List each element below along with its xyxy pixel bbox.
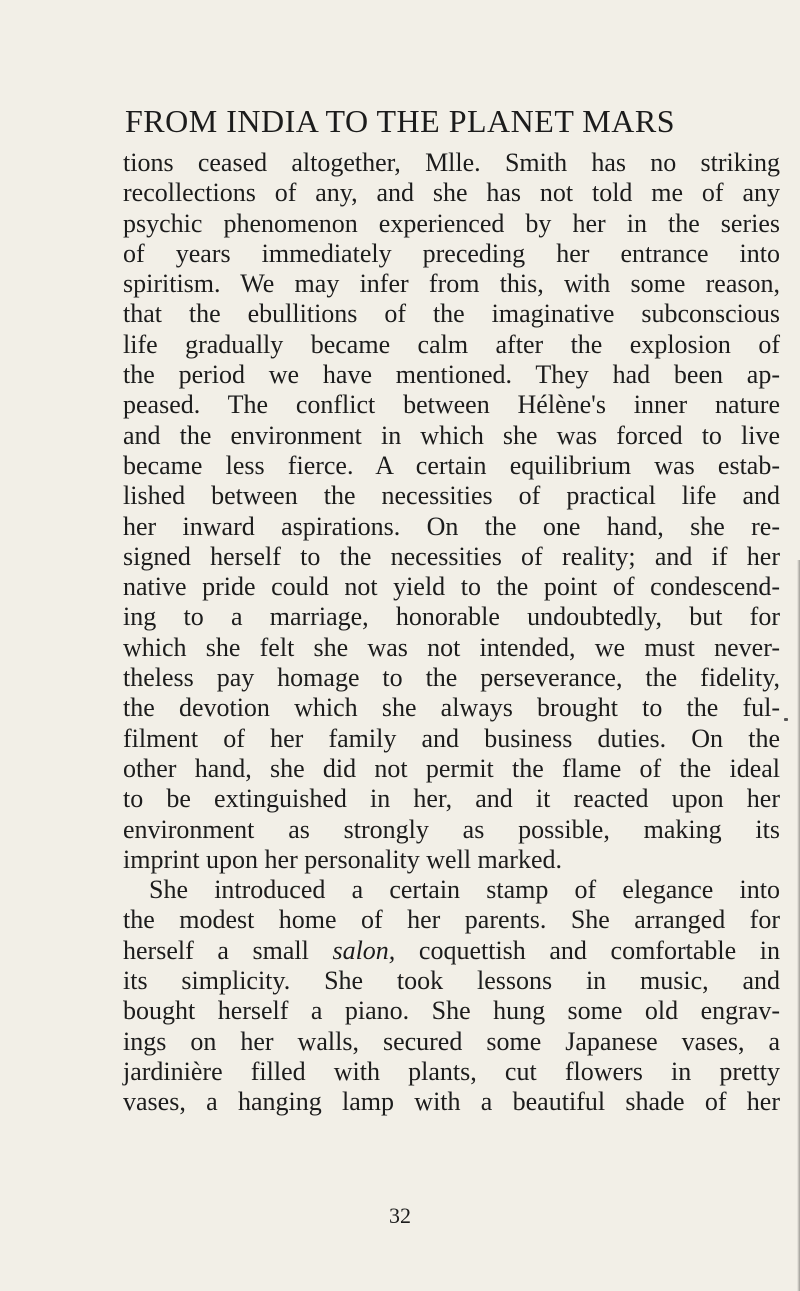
text-line: She introduced a certain stamp of elegance into (149, 875, 780, 905)
text-line: imprint upon her personality well marked. (123, 844, 563, 874)
text-line: recollections of any, and she has not told me of any (123, 178, 780, 208)
text-line: tions ceased altogether, Mlle. Smith has no striking (123, 148, 780, 177)
text-line: her inward aspirations. On the one hand, she re- (123, 511, 780, 541)
page-number: 32 (389, 1203, 411, 1228)
text-line: and the environment in which she was forced to live (123, 420, 780, 450)
text-line: environment as strongly as possible, making its (123, 814, 780, 844)
margin-mark (784, 718, 788, 721)
text-line: jardinière filled with plants, cut flowers in pretty (123, 1056, 780, 1086)
running-head: FROM INDIA TO THE PLANET MARS (125, 103, 675, 139)
text-line: became less fierce. A certain equilibrium was estab- (123, 450, 780, 480)
text-segment: herself a small (123, 935, 333, 965)
text-line: other hand, she did not permit the flame of the ideal (123, 753, 780, 783)
text-line: the modest home of her parents. She arranged for (123, 905, 780, 935)
text-line: spiritism. We may infer from this, with some reason, (123, 269, 780, 299)
text-line: ing to a marriage, honorable undoubtedly, but for (123, 602, 780, 632)
text-line: psychic phenomenon experienced by her in the series (123, 208, 780, 238)
text-line: life gradually became calm after the explosion of (123, 329, 780, 359)
text-line: of years immediately preceding her entrance into (123, 238, 780, 268)
italic-word: salon, (332, 935, 396, 965)
text-line: to be extinguished in her, and it reacted upon her (123, 784, 780, 814)
text-segment: coquettish and comfortable in (395, 935, 780, 965)
text-line (123, 936, 780, 966)
text-line: theless pay homage to the perseverance, the fidelity, (123, 663, 780, 693)
text-line: its simplicity. She took lessons in music, and (123, 966, 780, 996)
text-line: native pride could not yield to the point of condescend- (123, 572, 780, 602)
text-line: lished between the necessities of practical life and (123, 481, 780, 511)
text-line: vases, a hanging lamp with a beautiful shade of her (123, 1087, 780, 1117)
text-line: filment of her family and business duties. On the (123, 723, 780, 753)
text-line: the devotion which she always brought to the ful- (123, 693, 780, 723)
text-line: bought herself a piano. She hung some old engrav- (123, 996, 780, 1026)
paragraph-1 (123, 148, 780, 875)
text-line: signed herself to the necessities of reality; and if her (123, 541, 780, 571)
paragraph-2-rest (123, 966, 780, 1117)
text-line: the period we have mentioned. They had been ap- (123, 360, 780, 390)
text-line: that the ebullitions of the imaginative subconscious (123, 299, 780, 329)
text-line: peased. The conflict between Hélène's inner nature (123, 390, 780, 420)
text-line: which she felt she was not intended, we must never- (123, 632, 780, 662)
paragraph-2 (123, 875, 780, 1117)
body-text (123, 148, 780, 1118)
text-line: ings on her walls, secured some Japanese vases, a (123, 1026, 780, 1056)
